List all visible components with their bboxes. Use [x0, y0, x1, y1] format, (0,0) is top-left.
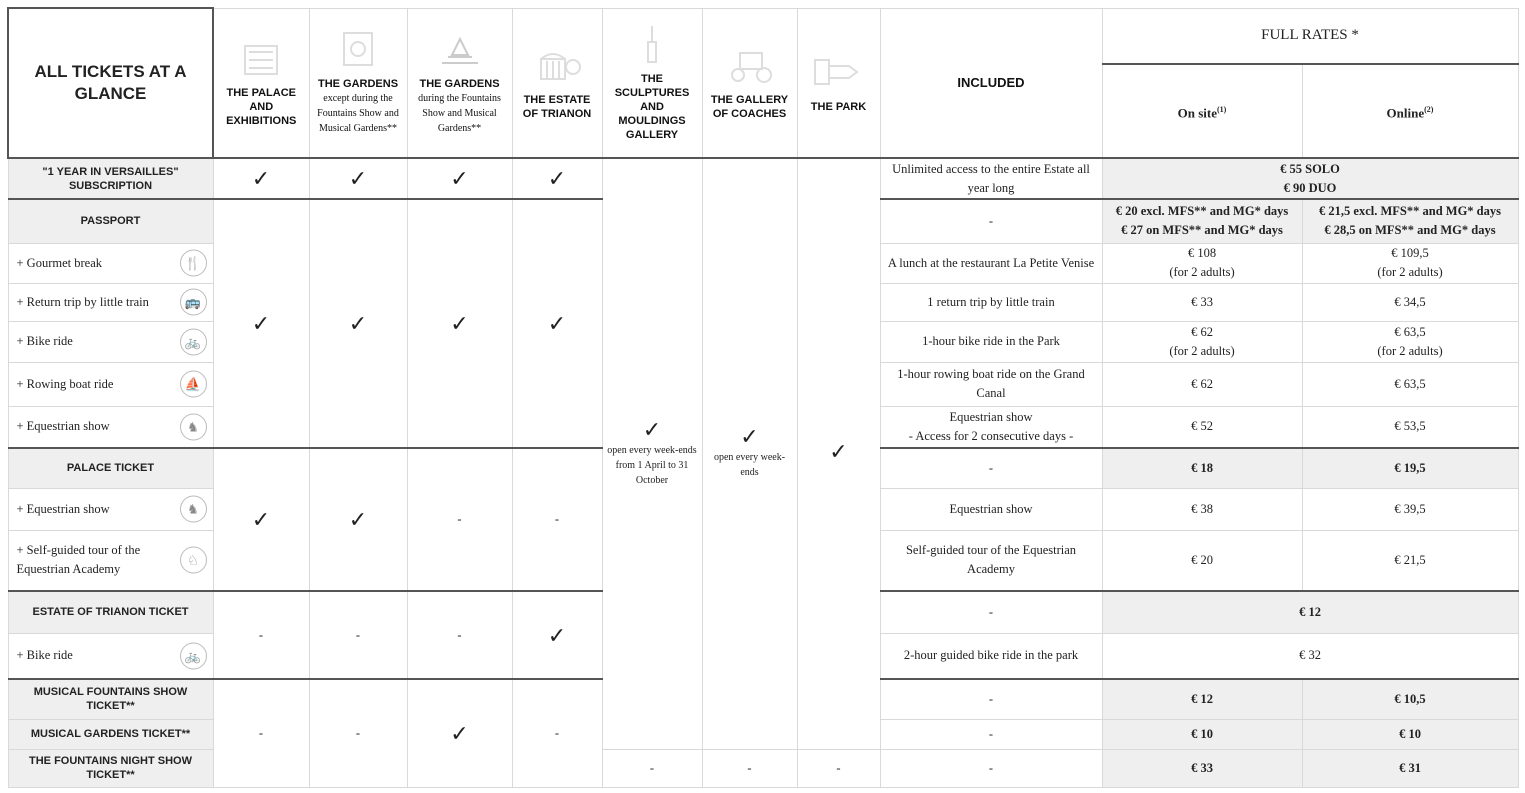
check-mark: ✓: [512, 158, 602, 199]
gardens-illustration-icon: [328, 29, 388, 71]
dash: -: [797, 749, 880, 787]
included: Equestrian show - Access for 2 consecutive days -: [880, 406, 1102, 448]
row-label: + Equestrian show ♞: [8, 488, 213, 530]
onsite-rate: € 33: [1102, 749, 1302, 787]
col-gardens: THE GARDENS except during the Fountains Show and Musical Gardens**: [309, 8, 407, 158]
onsite-rate: € 12: [1102, 679, 1302, 719]
row-label: MUSICAL FOUNTAINS SHOW TICKET**: [8, 679, 213, 719]
dash: -: [512, 448, 602, 591]
dash: -: [309, 591, 407, 679]
table-row: [8, 158, 1518, 199]
included: -: [880, 591, 1102, 633]
park-cell: ✓: [797, 158, 880, 749]
col-trianon: THE ESTATE OF TRIANON: [512, 8, 602, 158]
check-mark: ✓: [407, 679, 512, 787]
table-title: ALL TICKETS AT A GLANCE: [8, 8, 213, 158]
included: -: [880, 679, 1102, 719]
check-mark: ✓: [309, 199, 407, 448]
row-label: "1 YEAR IN VERSAILLES" SUBSCRIPTION: [8, 158, 213, 199]
online-rate: € 31: [1302, 749, 1518, 787]
fountain-illustration-icon: [430, 29, 490, 71]
horse-head-icon: ♘: [180, 547, 207, 574]
included: 1 return trip by little train: [880, 283, 1102, 321]
row-label: + Rowing boat ride ⛵: [8, 362, 213, 406]
boat-icon: ⛵: [180, 371, 207, 398]
col-sculptures: THE SCULPTURES AND MOULDINGS GALLERY: [602, 8, 702, 158]
onsite-rate: € 33: [1102, 283, 1302, 321]
cutlery-icon: 🍴: [180, 250, 207, 277]
sculptures-cell: ✓ open every week-ends from 1 April to 31 October: [602, 158, 702, 749]
check-mark: ✓: [512, 199, 602, 448]
online-rate: € 109,5 (for 2 adults): [1302, 243, 1518, 283]
check-mark: ✓: [407, 199, 512, 448]
trianon-illustration-icon: [527, 45, 587, 87]
included: Equestrian show: [880, 488, 1102, 530]
onsite-rate: € 62 (for 2 adults): [1102, 321, 1302, 362]
dash: -: [602, 749, 702, 787]
row-label: + Self-guided tour of the Equestrian Academy ♘: [8, 530, 213, 591]
col-coaches: THE GALLERY OF COACHES: [702, 8, 797, 158]
horse-icon: ♞: [180, 496, 207, 523]
online-rate: € 63,5 (for 2 adults): [1302, 321, 1518, 362]
dash: -: [213, 679, 309, 787]
onsite-rate: € 62: [1102, 362, 1302, 406]
online-rate: € 63,5: [1302, 362, 1518, 406]
coach-illustration-icon: [720, 45, 780, 87]
included: Unlimited access to the entire Estate all year long: [880, 158, 1102, 199]
onsite-rate: € 38: [1102, 488, 1302, 530]
included: 2-hour guided bike ride in the park: [880, 633, 1102, 679]
included: -: [880, 749, 1102, 787]
check-mark: ✓: [512, 591, 602, 679]
col-palace: THE PALACE AND EXHIBITIONS: [213, 8, 309, 158]
included: Self-guided tour of the Equestrian Academy: [880, 530, 1102, 591]
online-rate: € 21,5: [1302, 530, 1518, 591]
row-label: + Bike ride 🚲: [8, 321, 213, 362]
online-rate: € 19,5: [1302, 448, 1518, 488]
col-onsite: On site$^{(1)}$: [1102, 64, 1302, 158]
dash: -: [407, 591, 512, 679]
online-rate: € 34,5: [1302, 283, 1518, 321]
online-rate: € 10: [1302, 719, 1518, 749]
online-rate: € 39,5: [1302, 488, 1518, 530]
included: 1-hour rowing boat ride on the Grand Canal: [880, 362, 1102, 406]
check-mark: ✓: [213, 199, 309, 448]
online-rate: € 53,5: [1302, 406, 1518, 448]
dash: -: [213, 591, 309, 679]
onsite-rate: € 20 excl. MFS** and MG* days € 27 on MFS** and MG* days: [1102, 199, 1302, 243]
palace-illustration-icon: [231, 38, 291, 80]
full-rates-header: FULL RATES *: [1102, 8, 1518, 64]
online-rate: € 21,5 excl. MFS** and MG* days € 28,5 on MFS** and MG* days: [1302, 199, 1518, 243]
row-label: + Gourmet break 🍴: [8, 243, 213, 283]
row-label: + Equestrian show ♞: [8, 406, 213, 448]
onsite-rate: € 108 (for 2 adults): [1102, 243, 1302, 283]
row-label: ESTATE OF TRIANON TICKET: [8, 591, 213, 633]
row-label: + Bike ride 🚲: [8, 633, 213, 679]
check-mark: ✓: [213, 448, 309, 591]
onsite-rate: € 18: [1102, 448, 1302, 488]
onsite-rate: € 52: [1102, 406, 1302, 448]
online-rate: € 10,5: [1302, 679, 1518, 719]
check-mark: ✓: [309, 448, 407, 591]
row-label: + Return trip by little train 🚌: [8, 283, 213, 321]
included: A lunch at the restaurant La Petite Venise: [880, 243, 1102, 283]
dash: -: [309, 679, 407, 787]
row-label: PALACE TICKET: [8, 448, 213, 488]
rate: € 32: [1102, 633, 1518, 679]
col-online: Online$^{(2)}$: [1302, 64, 1518, 158]
row-label: PASSPORT: [8, 199, 213, 243]
row-label: MUSICAL GARDENS TICKET**: [8, 719, 213, 749]
train-icon: 🚌: [180, 289, 207, 316]
dash: -: [702, 749, 797, 787]
check-mark: ✓: [309, 158, 407, 199]
onsite-rate: € 10: [1102, 719, 1302, 749]
statue-illustration-icon: [622, 24, 682, 66]
included: -: [880, 448, 1102, 488]
check-mark: ✓: [407, 158, 512, 199]
bicycle-icon: 🚲: [180, 328, 207, 355]
row-label: THE FOUNTAINS NIGHT SHOW TICKET**: [8, 749, 213, 787]
included: -: [880, 719, 1102, 749]
park-map-icon: [809, 52, 869, 94]
col-gardens-shows: THE GARDENS during the Fountains Show and Musical Gardens**: [407, 8, 512, 158]
col-included: INCLUDED: [880, 8, 1102, 158]
included: 1-hour bike ride in the Park: [880, 321, 1102, 362]
rate: € 12: [1102, 591, 1518, 633]
bicycle-icon: 🚲: [180, 642, 207, 669]
dash: -: [512, 679, 602, 787]
rate: € 55 SOLO € 90 DUO: [1102, 158, 1518, 199]
horse-icon: ♞: [180, 413, 207, 440]
dash: -: [407, 448, 512, 591]
col-park: THE PARK: [797, 8, 880, 158]
onsite-rate: € 20: [1102, 530, 1302, 591]
included: -: [880, 199, 1102, 243]
coaches-cell: ✓ open every week-ends: [702, 158, 797, 749]
tickets-table: [7, 7, 1519, 788]
check-mark: ✓: [213, 158, 309, 199]
